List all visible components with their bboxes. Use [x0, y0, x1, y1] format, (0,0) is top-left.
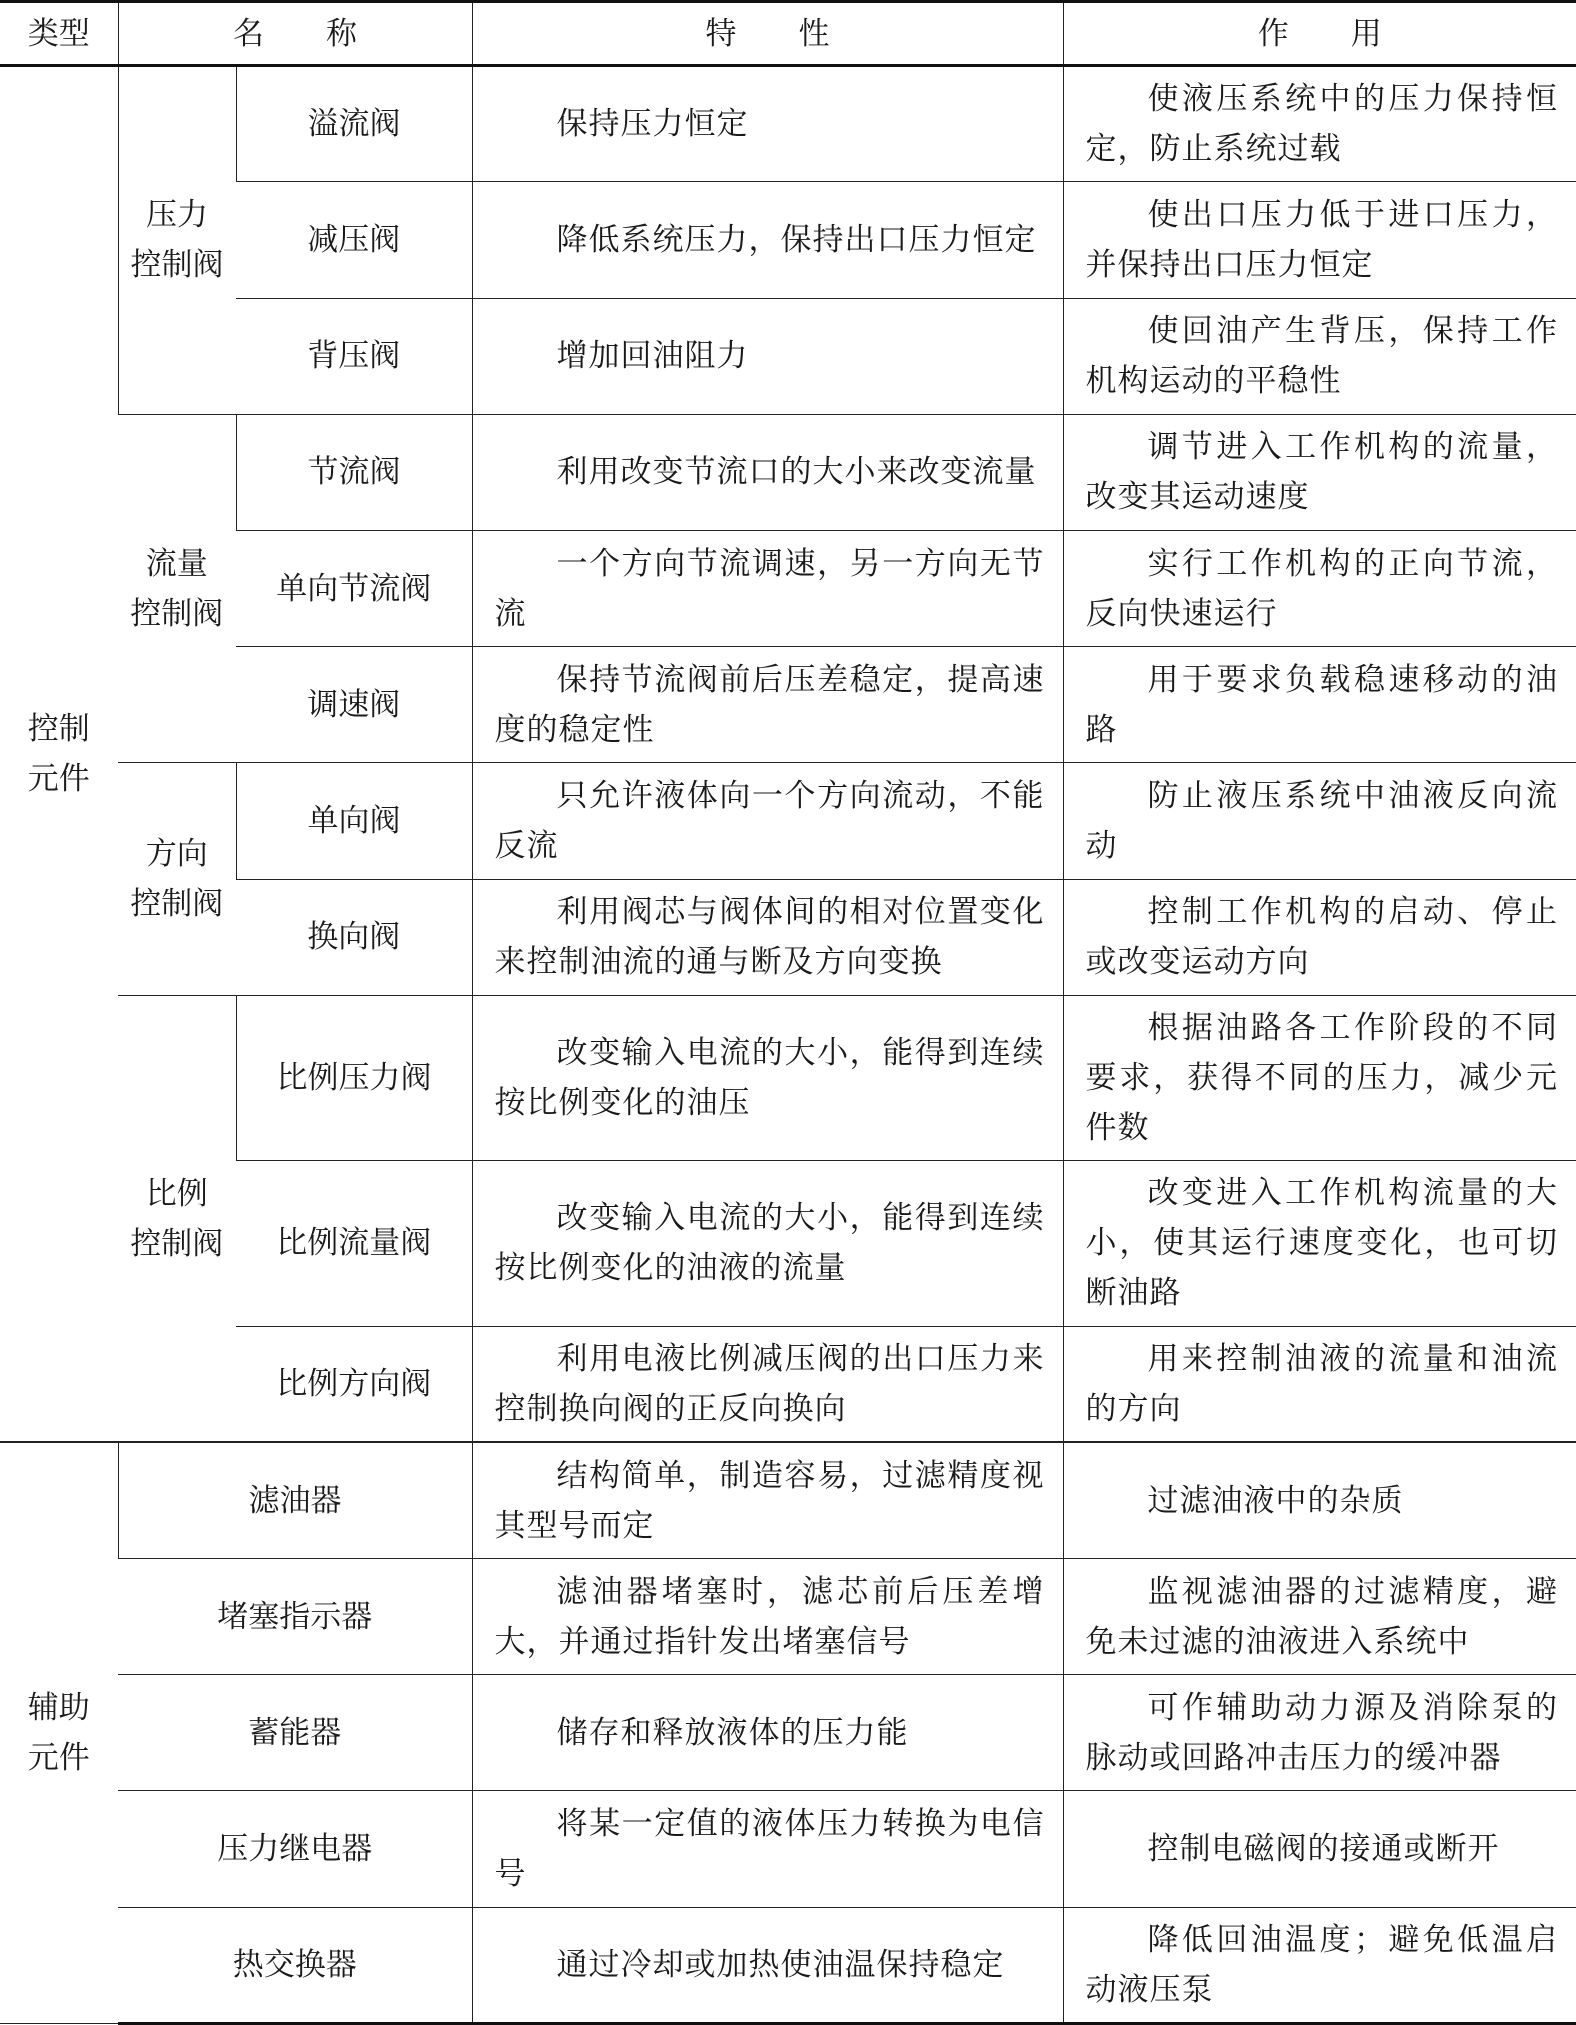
row-function: 调节进入工作机构的流量，改变其运动速度 — [1063, 414, 1576, 530]
row-function: 使液压系统中的压力保持恒定，防止系统过载 — [1063, 66, 1576, 182]
row-property: 保持节流阀前后压差稳定，提高速度的稳定性 — [472, 647, 1063, 763]
table-row — [0, 1558, 1576, 1674]
row-name: 压力继电器 — [118, 1791, 472, 1907]
header-property: 特 性 — [472, 2, 1063, 66]
row-name: 减压阀 — [236, 182, 472, 298]
row-function: 实行工作机构的正向节流，反向快速运行 — [1063, 531, 1576, 647]
table-row — [0, 66, 1576, 182]
row-property: 利用阀芯与阀体间的相对位置变化来控制油流的通与断及方向变换 — [472, 879, 1063, 995]
row-function: 改变进入工作机构流量的大小，使其运行速度变化，也可切断油路 — [1063, 1161, 1576, 1326]
table-row — [0, 1161, 1576, 1326]
row-name: 蓄能器 — [118, 1675, 472, 1791]
subgroup-direction: 方向 控制阀 — [118, 763, 236, 995]
table-row — [0, 1791, 1576, 1907]
row-function: 使出口压力低于进口压力，并保持出口压力恒定 — [1063, 182, 1576, 298]
row-function: 用来控制油液的流量和油流的方向 — [1063, 1326, 1576, 1442]
table-header-row — [0, 2, 1576, 66]
row-property: 改变输入电流的大小，能得到连续按比例变化的油液的流量 — [472, 1161, 1063, 1326]
row-name: 堵塞指示器 — [118, 1558, 472, 1674]
row-property: 保持压力恒定 — [472, 66, 1063, 182]
row-name: 比例压力阀 — [236, 995, 472, 1160]
header-type: 类型 — [0, 2, 118, 66]
table-row — [0, 1675, 1576, 1791]
table-row — [0, 531, 1576, 647]
row-name: 换向阀 — [236, 879, 472, 995]
row-function: 控制电磁阀的接通或断开 — [1063, 1791, 1576, 1907]
row-function: 控制工作机构的启动、停止或改变运动方向 — [1063, 879, 1576, 995]
row-function: 防止液压系统中油液反向流动 — [1063, 763, 1576, 879]
table-row — [0, 647, 1576, 763]
table-row — [0, 1907, 1576, 2023]
row-property: 滤油器堵塞时，滤芯前后压差增大，并通过指针发出堵塞信号 — [472, 1558, 1063, 1674]
category-auxiliary: 辅助 元件 — [0, 1442, 118, 2023]
row-property: 只允许液体向一个方向流动，不能反流 — [472, 763, 1063, 879]
row-name: 滤油器 — [118, 1442, 472, 1558]
table-row — [0, 995, 1576, 1160]
row-function: 使回油产生背压，保持工作机构运动的平稳性 — [1063, 298, 1576, 414]
row-name: 调速阀 — [236, 647, 472, 763]
header-name: 名 称 — [118, 2, 472, 66]
row-function: 监视滤油器的过滤精度，避免未过滤的油液进入系统中 — [1063, 1558, 1576, 1674]
row-name: 比例流量阀 — [236, 1161, 472, 1326]
row-property: 储存和释放液体的压力能 — [472, 1675, 1063, 1791]
table-row — [0, 182, 1576, 298]
table-row — [0, 1326, 1576, 1442]
row-name: 单向阀 — [236, 763, 472, 879]
row-property: 通过冷却或加热使油温保持稳定 — [472, 1907, 1063, 2023]
table-row — [0, 298, 1576, 414]
header-function: 作 用 — [1063, 2, 1576, 66]
row-name: 溢流阀 — [236, 66, 472, 182]
table-row — [0, 763, 1576, 879]
category-control: 控制 元件 — [0, 66, 118, 1443]
table-row — [0, 879, 1576, 995]
table-row — [0, 1442, 1576, 1558]
row-function: 降低回油温度；避免低温启动液压泵 — [1063, 1907, 1576, 2023]
row-property: 一个方向节流调速，另一方向无节流 — [472, 531, 1063, 647]
row-name: 比例方向阀 — [236, 1326, 472, 1442]
row-function: 用于要求负载稳速移动的油路 — [1063, 647, 1576, 763]
subgroup-flow: 流量 控制阀 — [118, 414, 236, 763]
row-name: 节流阀 — [236, 414, 472, 530]
row-property: 降低系统压力，保持出口压力恒定 — [472, 182, 1063, 298]
subgroup-pressure: 压力 控制阀 — [118, 66, 236, 415]
row-property: 结构简单，制造容易，过滤精度视其型号而定 — [472, 1442, 1063, 1558]
row-function: 根据油路各工作阶段的不同要求，获得不同的压力，减少元件数 — [1063, 995, 1576, 1160]
row-property: 利用改变节流口的大小来改变流量 — [472, 414, 1063, 530]
row-property: 增加回油阻力 — [472, 298, 1063, 414]
row-name: 热交换器 — [118, 1907, 472, 2023]
row-property: 改变输入电流的大小，能得到连续按比例变化的油压 — [472, 995, 1063, 1160]
table-row — [0, 414, 1576, 530]
row-property: 将某一定值的液体压力转换为电信号 — [472, 1791, 1063, 1907]
subgroup-proportional: 比例 控制阀 — [118, 995, 236, 1442]
row-name: 单向节流阀 — [236, 531, 472, 647]
row-function: 可作辅助动力源及消除泵的脉动或回路冲击压力的缓冲器 — [1063, 1675, 1576, 1791]
row-property: 利用电液比例减压阀的出口压力来控制换向阀的正反向换向 — [472, 1326, 1063, 1442]
row-function: 过滤油液中的杂质 — [1063, 1442, 1576, 1558]
row-name: 背压阀 — [236, 298, 472, 414]
